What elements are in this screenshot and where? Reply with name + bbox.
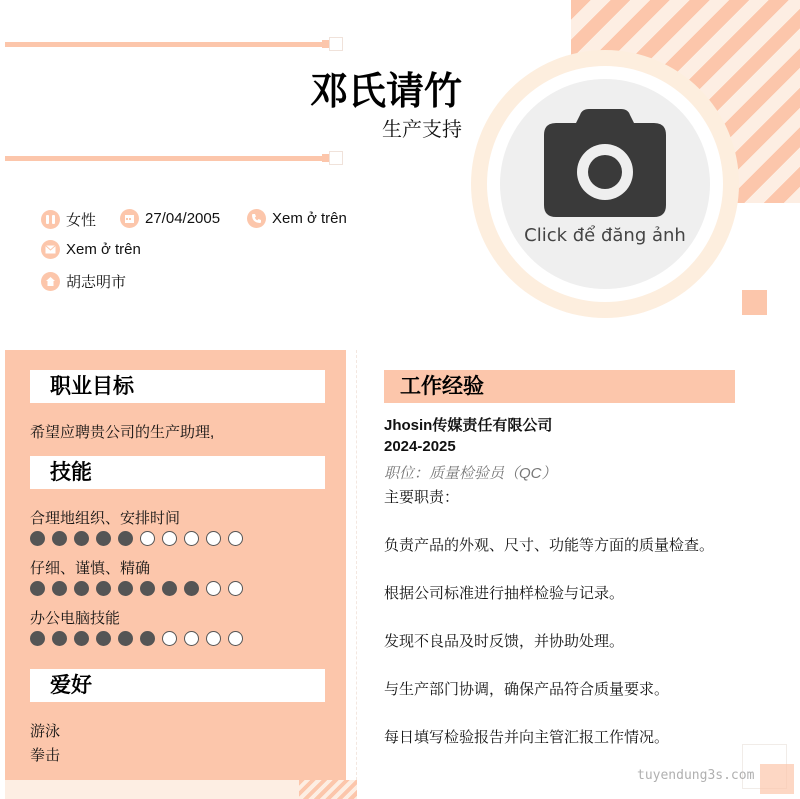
work-period[interactable]: 2024-2025 <box>384 438 456 455</box>
header-rule-bottom-box <box>329 151 343 165</box>
left-column-edge <box>346 350 357 780</box>
skill-name[interactable]: 办公电脑技能 <box>30 610 121 627</box>
rating-dot-filled[interactable] <box>96 581 111 596</box>
phone-icon <box>247 209 266 228</box>
rating-dot-filled[interactable] <box>118 631 133 646</box>
duty-item[interactable]: 根据公司标准进行抽样检验与记录。 <box>384 585 625 602</box>
rating-dot-empty[interactable] <box>140 531 155 546</box>
rating-dot-empty[interactable] <box>206 581 221 596</box>
work-experience-heading[interactable]: 工作经验 <box>384 370 735 403</box>
candidate-job-title[interactable]: 生产支持 <box>382 119 462 141</box>
rating-dot-empty[interactable] <box>184 531 199 546</box>
info-birthday[interactable] <box>120 209 220 228</box>
rating-dot-filled[interactable] <box>96 531 111 546</box>
skills-heading[interactable]: 技能 <box>30 456 325 489</box>
upload-photo-label: Click để đăng ảnh <box>524 225 686 246</box>
decorative-square <box>742 290 767 315</box>
rating-dot-filled[interactable] <box>52 531 67 546</box>
rating-dot-filled[interactable] <box>184 581 199 596</box>
rating-dot-filled[interactable] <box>74 631 89 646</box>
duty-item[interactable]: 与生产部门协调，确保产品符合质量要求。 <box>384 681 670 698</box>
camera-icon <box>542 109 668 217</box>
rating-dot-filled[interactable] <box>140 581 155 596</box>
skill-rating[interactable] <box>30 581 250 596</box>
rating-dot-filled[interactable] <box>74 581 89 596</box>
info-gender-value: 女性 <box>66 212 97 229</box>
rating-dot-empty[interactable] <box>228 631 243 646</box>
rating-dot-filled[interactable] <box>52 581 67 596</box>
company-name[interactable]: Jhosin传媒责任有限公司 <box>384 417 553 434</box>
rating-dot-filled[interactable] <box>52 631 67 646</box>
duty-item[interactable]: 负责产品的外观、尺寸、功能等方面的质量检查。 <box>384 537 715 554</box>
gender-icon <box>41 210 60 229</box>
duties-label[interactable]: 主要职责： <box>384 489 460 506</box>
hobby-item[interactable]: 游泳 <box>30 723 61 740</box>
header-rule-bottom <box>5 156 325 161</box>
rating-dot-filled[interactable] <box>118 531 133 546</box>
skill-name[interactable]: 合理地组织、安排时间 <box>30 510 181 527</box>
rating-dot-empty[interactable] <box>206 531 221 546</box>
rating-dot-empty[interactable] <box>206 631 221 646</box>
hobby-item[interactable]: 拳击 <box>30 747 61 764</box>
info-address[interactable] <box>41 271 126 292</box>
watermark-text: tuyendung3s.com <box>637 768 755 783</box>
watermark-square <box>760 764 794 794</box>
rating-dot-filled[interactable] <box>96 631 111 646</box>
rating-dot-filled[interactable] <box>162 581 177 596</box>
info-email-value: Xem ở trên <box>66 241 141 258</box>
career-objective-text[interactable]: 希望应聘贵公司的生产助理, <box>30 424 215 441</box>
rating-dot-filled[interactable] <box>118 581 133 596</box>
skill-rating[interactable] <box>30 531 250 546</box>
header-rule-top-box <box>329 37 343 51</box>
skill-name[interactable]: 仔细、谨慎、精确 <box>30 560 151 577</box>
rating-dot-empty[interactable] <box>184 631 199 646</box>
home-icon <box>41 272 60 291</box>
info-phone[interactable] <box>247 209 347 228</box>
rating-dot-empty[interactable] <box>162 631 177 646</box>
info-birthday-value: 27/04/2005 <box>145 210 221 227</box>
footer-stripes <box>299 780 357 799</box>
upload-photo-button[interactable] <box>500 79 710 289</box>
rating-dot-filled[interactable] <box>74 531 89 546</box>
rating-dot-empty[interactable] <box>228 581 243 596</box>
rating-dot-filled[interactable] <box>30 631 45 646</box>
info-address-value: 胡志明市 <box>66 274 127 291</box>
rating-dot-filled[interactable] <box>140 631 155 646</box>
rating-dot-filled[interactable] <box>30 531 45 546</box>
info-gender[interactable] <box>41 209 96 230</box>
info-email[interactable] <box>41 240 141 259</box>
hobbies-heading[interactable]: 爱好 <box>30 669 325 702</box>
duty-item[interactable]: 每日填写检验报告并向主管汇报工作情况。 <box>384 729 670 746</box>
duty-item[interactable]: 发现不良品及时反馈，并协助处理。 <box>384 633 625 650</box>
email-icon <box>41 240 60 259</box>
rating-dot-empty[interactable] <box>162 531 177 546</box>
career-objective-heading[interactable]: 职业目标 <box>30 370 325 403</box>
skill-rating[interactable] <box>30 631 250 646</box>
info-phone-value: Xem ở trên <box>272 210 347 227</box>
candidate-name[interactable]: 邓氏请竹 <box>309 71 462 113</box>
work-position[interactable]: 职位：质量检验员（QC） <box>384 465 557 482</box>
rating-dot-filled[interactable] <box>30 581 45 596</box>
calendar-icon <box>120 209 139 228</box>
rating-dot-empty[interactable] <box>228 531 243 546</box>
header-rule-top <box>5 42 325 47</box>
